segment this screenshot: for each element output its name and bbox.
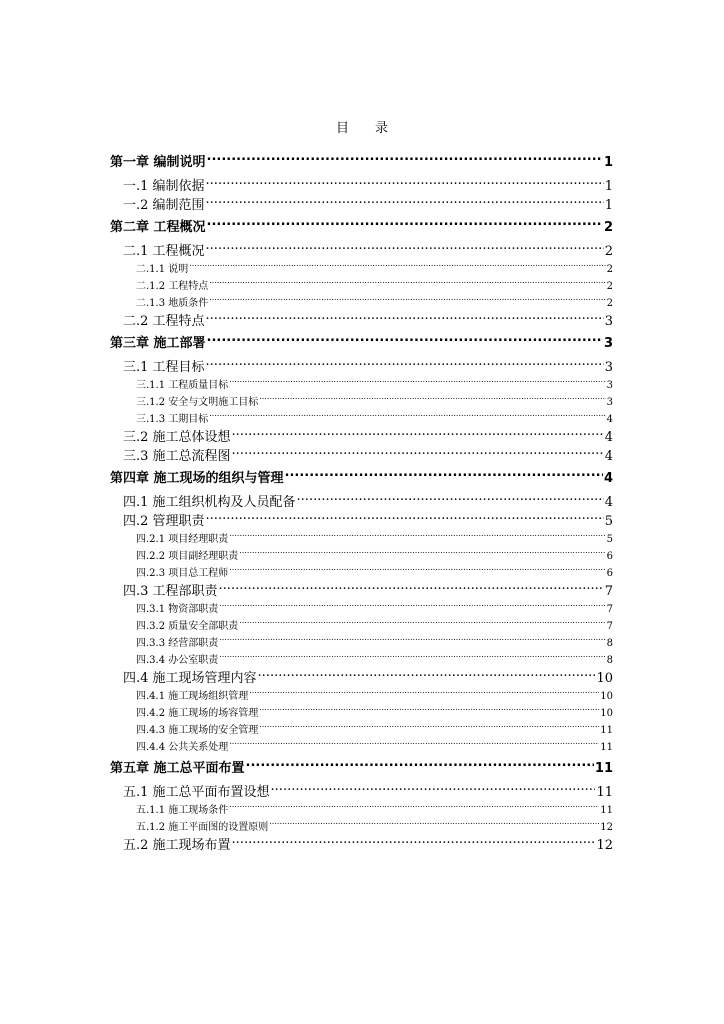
toc-entry-chapter[interactable] (110, 150, 613, 177)
toc-entry-label: 二.1.1 说明 (136, 264, 189, 275)
dot-leader (297, 493, 604, 506)
toc-entry-sub[interactable] (110, 739, 613, 756)
toc-entry-sub[interactable] (110, 652, 613, 669)
dot-leader (239, 619, 605, 629)
toc-entry-page-number: 4 (604, 449, 613, 464)
toc-entry-chapter[interactable] (110, 756, 613, 783)
dot-leader (285, 469, 603, 482)
dot-leader (219, 602, 605, 612)
toc-entry-sub[interactable] (110, 377, 613, 394)
toc-entry-page-number: 7 (606, 621, 613, 632)
dot-leader (246, 759, 594, 772)
toc-entry-chapter[interactable] (110, 215, 613, 242)
toc-entry-page-number: 11 (600, 805, 613, 816)
toc-entry-label: 二.1.3 地质条件 (136, 298, 209, 309)
toc-entry-section[interactable] (110, 196, 613, 215)
toc-entry-label: 一.1 编制依据 (123, 179, 205, 194)
toc-entry-page-number: 2 (606, 298, 613, 309)
toc-entry-sub[interactable] (110, 278, 613, 295)
toc-entry-label: 四.2.2 项目副经理职责 (136, 551, 239, 562)
dot-leader (219, 636, 605, 646)
toc-entry-page-number: 4 (606, 414, 613, 425)
toc-entry-page-number: 2 (606, 281, 613, 292)
toc-entry-page-number: 2 (604, 244, 613, 259)
toc-entry-page-number: 11 (600, 742, 613, 753)
dot-leader (239, 549, 605, 559)
dot-leader (209, 296, 605, 306)
dot-leader (259, 395, 605, 405)
toc-entry-sub[interactable] (110, 705, 613, 722)
toc-entry-label: 四.2 管理职责 (123, 514, 205, 529)
toc-title-left: 目 (335, 121, 349, 136)
toc-entry-label: 第二章 工程概况 (110, 220, 206, 235)
toc-entry-sub[interactable] (110, 688, 613, 705)
dot-leader (207, 153, 603, 166)
toc-entry-page-number: 1 (604, 179, 613, 194)
dot-leader (206, 358, 604, 371)
dot-leader (259, 723, 599, 733)
dot-leader (219, 653, 605, 663)
toc-entry-sub[interactable] (110, 802, 613, 819)
toc-entry-page-number: 10 (600, 691, 613, 702)
toc-entry-page-number: 11 (600, 725, 613, 736)
toc-entry-label: 五.2 施工现场布置 (123, 838, 231, 853)
toc-entry-page-number: 3 (603, 336, 613, 351)
toc-entry-label: 四.4.2 施工现场的场容管理 (136, 708, 259, 719)
toc-entry-section[interactable] (110, 582, 613, 601)
dot-leader (269, 820, 599, 830)
dot-leader (206, 512, 604, 525)
dot-leader (219, 582, 604, 595)
toc-entry-sub[interactable] (110, 394, 613, 411)
toc-entry-section[interactable] (110, 177, 613, 196)
toc-entry-page-number: 3 (604, 360, 613, 375)
toc-title-right: 录 (375, 121, 389, 136)
toc-entry-sub[interactable] (110, 261, 613, 278)
dot-leader (209, 412, 605, 422)
toc-entry-sub[interactable] (110, 411, 613, 428)
toc-entry-section[interactable] (110, 428, 613, 447)
toc-entry-sub[interactable] (110, 565, 613, 582)
toc-entry-page-number: 4 (604, 495, 613, 510)
toc-entry-sub[interactable] (110, 295, 613, 312)
toc-entry-sub[interactable] (110, 722, 613, 739)
toc-entry-page-number: 5 (604, 514, 613, 529)
toc-entry-page-number: 1 (603, 155, 613, 170)
toc-entry-page-number: 11 (594, 761, 613, 776)
toc-entry-label: 四.3.4 办公室职责 (136, 655, 219, 666)
dot-leader (189, 262, 605, 272)
toc-entry-page-number: 10 (600, 708, 613, 719)
toc-entry-label: 一.2 编制范围 (123, 198, 205, 213)
dot-leader (249, 689, 599, 699)
dot-leader (207, 218, 603, 231)
toc-entry-page-number: 6 (606, 568, 613, 579)
toc-title (0, 117, 724, 136)
toc-entry-page-number: 3 (606, 397, 613, 408)
toc-entry-sub[interactable] (110, 531, 613, 548)
toc-entry-section[interactable] (110, 493, 613, 512)
toc-entry-section[interactable] (110, 447, 613, 466)
toc-entry-page-number: 3 (604, 314, 613, 329)
toc-entry-page-number: 11 (596, 785, 613, 800)
toc-entry-label: 四.4 施工现场管理内容 (123, 671, 257, 686)
toc-entry-label: 五.1.1 施工现场条件 (136, 805, 229, 816)
toc-entry-page-number: 6 (606, 551, 613, 562)
toc-entry-sub[interactable] (110, 635, 613, 652)
toc-entry-page-number: 8 (606, 655, 613, 666)
toc-entry-sub[interactable] (110, 548, 613, 565)
toc-entry-section[interactable] (110, 358, 613, 377)
toc-entry-label: 二.2 工程特点 (123, 314, 205, 329)
toc-entry-section[interactable] (110, 312, 613, 331)
toc-entry-label: 四.3.2 质量安全部职责 (136, 621, 239, 632)
toc-entry-label: 三.1 工程目标 (123, 360, 205, 375)
toc-entry-label: 第四章 施工现场的组织与管理 (110, 471, 284, 486)
toc-entry-page-number: 4 (603, 471, 613, 486)
dot-leader (206, 242, 604, 255)
toc-entry-label: 四.1 施工组织机构及人员配备 (123, 495, 296, 510)
toc-entry-label: 四.4.3 施工现场的安全管理 (136, 725, 259, 736)
toc-entry-label: 四.2.1 项目经理职责 (136, 534, 229, 545)
toc-entry-page-number: 7 (604, 584, 613, 599)
toc-entry-page-number: 12 (600, 822, 613, 833)
toc-entry-section[interactable] (110, 783, 613, 802)
dot-leader (232, 836, 596, 849)
dot-leader (209, 279, 605, 289)
toc-entry-label: 三.2 施工总体设想 (123, 430, 231, 445)
toc-entry-label: 三.3 施工总流程图 (123, 449, 231, 464)
toc-entry-label: 五.1 施工总平面布置设想 (123, 785, 270, 800)
toc-entry-page-number: 8 (606, 638, 613, 649)
toc-entry-page-number: 5 (606, 534, 613, 545)
dot-leader (229, 803, 599, 813)
dot-leader (229, 740, 599, 750)
toc-entry-chapter[interactable] (110, 331, 613, 358)
toc-entry-label: 二.1.2 工程特点 (136, 281, 209, 292)
toc-entry-sub[interactable] (110, 601, 613, 618)
toc-entry-label: 三.1.3 工期目标 (136, 414, 209, 425)
toc-entry-page-number: 7 (606, 604, 613, 615)
toc-entry-section[interactable] (110, 242, 613, 261)
toc-entry-chapter[interactable] (110, 466, 613, 493)
toc-entry-page-number: 2 (606, 264, 613, 275)
dot-leader (259, 706, 599, 716)
dot-leader (206, 177, 604, 190)
table-of-contents (110, 150, 613, 855)
toc-entry-label: 三.1.2 安全与文明施工目标 (136, 397, 259, 408)
dot-leader (232, 447, 604, 460)
toc-entry-label: 第一章 编制说明 (110, 155, 206, 170)
dot-leader (229, 532, 605, 542)
toc-entry-section[interactable] (110, 669, 613, 688)
toc-entry-label: 四.3.1 物资部职责 (136, 604, 219, 615)
toc-entry-label: 四.4.4 公共关系处理 (136, 742, 229, 753)
toc-entry-section[interactable] (110, 512, 613, 531)
toc-entry-sub[interactable] (110, 819, 613, 836)
dot-leader (206, 312, 604, 325)
dot-leader (258, 669, 596, 682)
toc-entry-page-number: 12 (596, 838, 613, 853)
toc-entry-label: 第五章 施工总平面布置 (110, 761, 245, 776)
dot-leader (271, 783, 596, 796)
dot-leader (206, 196, 604, 209)
toc-entry-label: 四.4.1 施工现场组织管理 (136, 691, 249, 702)
dot-leader (229, 378, 605, 388)
toc-entry-page-number: 2 (603, 220, 613, 235)
toc-entry-page-number: 3 (606, 380, 613, 391)
toc-entry-page-number: 10 (596, 671, 613, 686)
toc-entry-label: 四.3 工程部职责 (123, 584, 218, 599)
toc-entry-label: 四.2.3 项目总工程师 (136, 568, 229, 579)
dot-leader (207, 334, 603, 347)
toc-entry-page-number: 1 (604, 198, 613, 213)
dot-leader (229, 566, 605, 576)
toc-entry-page-number: 4 (604, 430, 613, 445)
toc-entry-label: 第三章 施工部署 (110, 336, 206, 351)
toc-entry-sub[interactable] (110, 618, 613, 635)
toc-entry-label: 五.1.2 施工平面图的设置原则 (136, 822, 269, 833)
toc-entry-label: 三.1.1 工程质量目标 (136, 380, 229, 391)
dot-leader (232, 428, 604, 441)
toc-entry-label: 二.1 工程概况 (123, 244, 205, 259)
toc-entry-section[interactable] (110, 836, 613, 855)
toc-entry-label: 四.3.3 经营部职责 (136, 638, 219, 649)
